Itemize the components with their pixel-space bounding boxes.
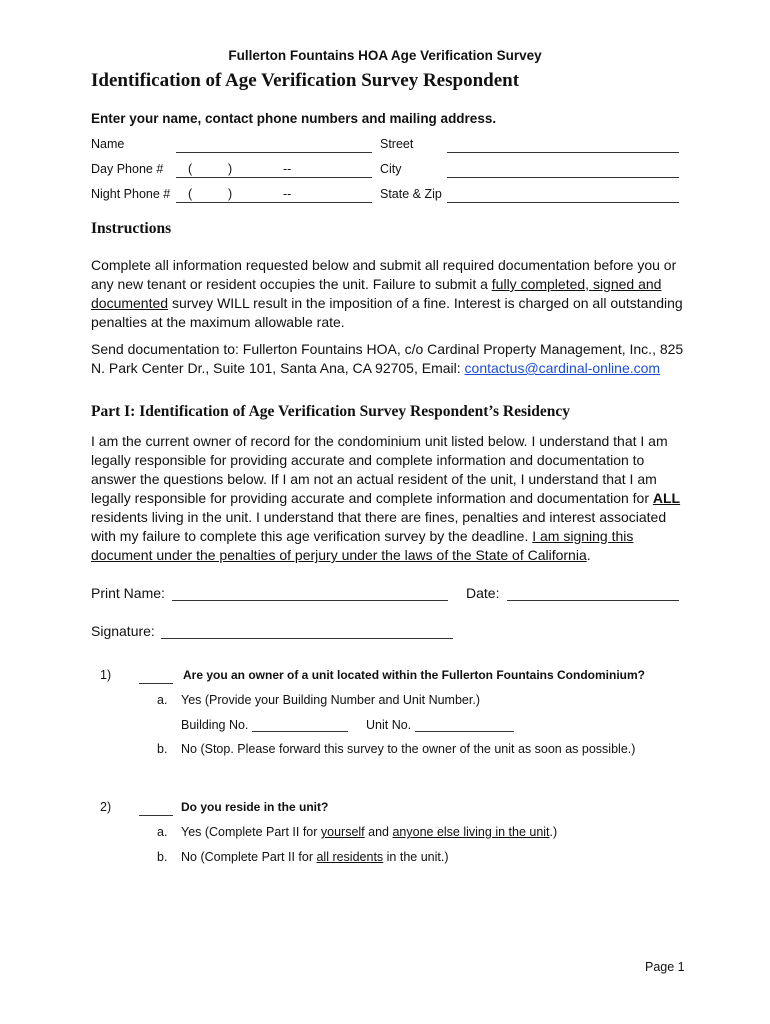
q2a-anyone-else: anyone else living in the unit bbox=[392, 825, 550, 839]
send-docs-text: Send documentation to: Fullerton Fountains HOA, c/o Cardinal Property Management, Inc., 825 N. Park Center Dr., Suite 101, Santa Ana, CA 92705, Email: bbox=[91, 341, 684, 376]
question-2-option-b-letter: b. bbox=[157, 850, 168, 864]
instr-text-underlined: fully completed, signed and documented bbox=[91, 276, 662, 311]
print-name-field[interactable] bbox=[172, 600, 448, 601]
page-number: Page 1 bbox=[645, 960, 685, 974]
day-phone-open-paren: ( bbox=[188, 162, 193, 176]
day-phone-dash: -- bbox=[283, 162, 292, 176]
night-phone-open-paren: ( bbox=[188, 187, 193, 201]
q2b-pre: No (Complete Part II for bbox=[181, 850, 317, 864]
question-1-option-a-text: Yes (Provide your Building Number and Unit Number.) bbox=[181, 693, 480, 707]
question-2-option-a-text bbox=[181, 825, 557, 839]
instr-text-b: survey WILL result in the imposition of a fine. Interest is charged on all outstanding penalties at the maximum allowable rate. bbox=[91, 295, 683, 330]
building-no-label: Building No. bbox=[181, 718, 249, 732]
street-label: Street bbox=[380, 137, 414, 151]
question-2-text: Do you reside in the unit? bbox=[181, 800, 329, 814]
date-label: Date: bbox=[466, 585, 500, 601]
city-label: City bbox=[380, 162, 402, 176]
survey-title: Fullerton Fountains HOA Age Verification Survey bbox=[228, 48, 542, 63]
street-field[interactable] bbox=[447, 152, 679, 153]
question-1-option-b-text: No (Stop. Please forward this survey to the owner of the unit as soon as possible.) bbox=[181, 742, 636, 756]
q2a-mid: and bbox=[364, 825, 393, 839]
night-phone-label: Night Phone # bbox=[91, 187, 171, 201]
signature-field[interactable] bbox=[161, 638, 453, 639]
signature-label: Signature: bbox=[91, 623, 155, 639]
day-phone-field[interactable] bbox=[176, 177, 372, 178]
contact-heading: Enter your name, contact phone numbers and mailing address. bbox=[91, 111, 497, 126]
q2a-yourself: yourself bbox=[320, 825, 365, 839]
question-2-option-a-letter: a. bbox=[157, 825, 168, 839]
instructions-paragraph-1 bbox=[91, 256, 686, 332]
part1-paragraph bbox=[91, 432, 686, 565]
state-zip-field[interactable] bbox=[447, 202, 679, 203]
part1-all: ALL bbox=[652, 490, 681, 506]
part1-text-a: I am the current owner of record for the condominium unit listed below. I understand that I am legally responsible for providing accurate and complete information and documentation to answer the questions below. If I am not an actual resident of the unit, I understand that I am legally responsible for providing accurate and complete information and documentation for bbox=[91, 433, 668, 506]
question-1-number: 1) bbox=[100, 668, 112, 682]
night-phone-close-paren: ) bbox=[228, 187, 233, 201]
email-link[interactable]: contactus@cardinal-online.com bbox=[464, 360, 661, 376]
night-phone-dash: -- bbox=[283, 187, 292, 201]
name-label: Name bbox=[91, 137, 125, 151]
day-phone-close-paren: ) bbox=[228, 162, 233, 176]
page-title: Identification of Age Verification Survey Respondent bbox=[91, 70, 520, 91]
q2b-all-residents: all residents bbox=[316, 850, 384, 864]
date-field[interactable] bbox=[507, 600, 679, 601]
day-phone-label: Day Phone # bbox=[91, 162, 164, 176]
building-no-field[interactable] bbox=[252, 731, 348, 732]
question-2-number: 2) bbox=[100, 800, 112, 814]
part1-heading: Part I: Identification of Age Verification Survey Respondent’s Residency bbox=[91, 403, 571, 420]
unit-no-field[interactable] bbox=[415, 731, 514, 732]
part1-text-end: . bbox=[586, 547, 591, 563]
unit-no-label: Unit No. bbox=[366, 718, 412, 732]
name-field[interactable] bbox=[176, 152, 372, 153]
instr-text-a: Complete all information requested below and submit all required documentation before you or any new tenant or resident occupies the unit. Failure to submit a bbox=[91, 257, 677, 292]
question-2-option-b-text bbox=[181, 850, 449, 864]
question-1-option-b-letter: b. bbox=[157, 742, 168, 756]
question-1-answer-field[interactable] bbox=[139, 683, 173, 684]
night-phone-field[interactable] bbox=[176, 202, 372, 203]
state-zip-label: State & Zip bbox=[380, 187, 442, 201]
q2a-pre: Yes (Complete Part II for bbox=[181, 825, 321, 839]
city-field[interactable] bbox=[447, 177, 679, 178]
question-1-option-a-letter: a. bbox=[157, 693, 168, 707]
instructions-paragraph-2 bbox=[91, 340, 686, 378]
q2b-post: in the unit.) bbox=[383, 850, 449, 864]
print-name-label: Print Name: bbox=[91, 585, 165, 601]
question-2-answer-field[interactable] bbox=[139, 815, 173, 816]
part1-text-b: residents living in the unit. I understand that there are fines, penalties and interest associated with my failure to complete this age verification survey by the deadline. bbox=[91, 509, 667, 544]
q2a-post: .) bbox=[549, 825, 558, 839]
part1-perjury-text: I am signing this document under the penalties of perjury under the laws of the State of California bbox=[91, 528, 634, 563]
instructions-heading: Instructions bbox=[91, 220, 172, 237]
question-1-text: Are you an owner of a unit located within the Fullerton Fountains Condominium? bbox=[183, 668, 645, 682]
